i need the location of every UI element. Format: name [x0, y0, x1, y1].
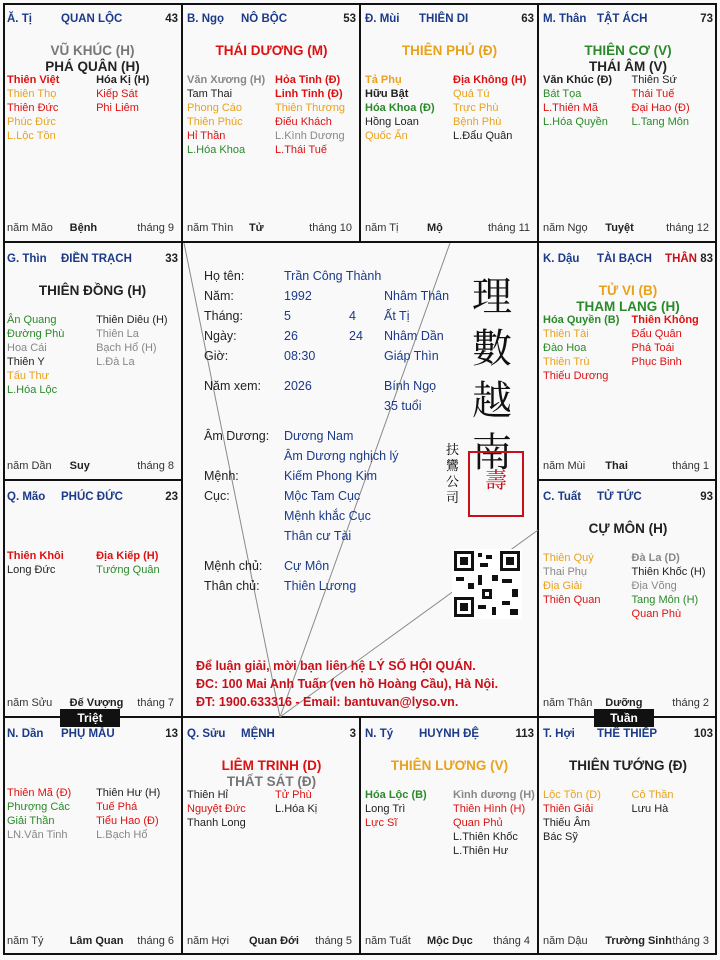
seal-calligraphy: 理 數 越 南: [472, 274, 512, 476]
info-label: Cục:: [204, 489, 230, 503]
minor-stars-right: [275, 788, 317, 816]
minor-star: Thiên Thọ: [7, 88, 57, 100]
life-phase: Mộc Dục: [426, 935, 473, 947]
minor-star: Tang Môn (H): [631, 594, 699, 606]
palace-branch: C. Tuất: [543, 491, 582, 503]
palace-ty[interactable]: [3, 3, 182, 242]
month-label: tháng 10: [309, 222, 352, 234]
minor-star: Điếu Khách: [275, 116, 332, 128]
minor-star: Địa Kiếp (H): [96, 550, 159, 562]
minor-stars-right: [453, 788, 535, 858]
decade-year: năm Thìn: [187, 222, 234, 234]
main-stars: [539, 521, 717, 537]
minor-star: Thiên La: [96, 328, 139, 340]
minor-stars-left: [187, 788, 246, 830]
decade-year: năm Thân: [543, 697, 593, 709]
minor-star: Thiếu Dương: [543, 370, 609, 382]
qr-code[interactable]: [452, 549, 522, 619]
info-value: 1992: [284, 289, 312, 303]
info-canchi: Bính Ngọ: [384, 379, 437, 393]
minor-star: L.Đẩu Quân: [453, 130, 513, 142]
info-canchi: Ất Tị: [384, 309, 410, 323]
life-phase: Lâm Quan: [69, 935, 124, 947]
palace-than[interactable]: [539, 3, 717, 242]
life-phase: Mộ: [426, 222, 443, 234]
main-stars: [539, 283, 717, 315]
minor-star: Quan Phù: [631, 608, 682, 620]
month-label: tháng 6: [137, 935, 174, 947]
minor-stars-left: [365, 788, 427, 830]
main-star: THÁI ÂM (V): [589, 59, 667, 74]
info-value: Thân cư Tài: [284, 529, 352, 543]
minor-star: Thiên Đức: [7, 102, 59, 114]
minor-star: Giải Thần: [7, 815, 55, 827]
minor-star: Long Đức: [7, 564, 56, 576]
main-star: THIÊN CƠ (V): [584, 43, 672, 58]
palace-name: HUYNH ĐỆ: [419, 728, 480, 740]
palace-name: ĐIỀN TRẠCH: [61, 253, 132, 265]
minor-star: L.Hóa Quyền: [543, 116, 608, 128]
main-stars: [361, 758, 538, 774]
palace-number: 53: [343, 13, 356, 25]
minor-star: Quốc Ấn: [365, 130, 408, 142]
info-label: Tháng:: [204, 309, 243, 323]
minor-star: Thiên Khôi: [7, 550, 64, 562]
palace-dan[interactable]: [3, 718, 182, 955]
minor-stars-right: [275, 73, 345, 157]
info-canchi: 35 tuổi: [384, 399, 422, 413]
minor-stars-left: [543, 551, 600, 607]
minor-star: Tả Phụ: [365, 74, 402, 86]
month-label: tháng 3: [672, 935, 709, 947]
palace-number: 113: [515, 728, 534, 740]
main-star: THIÊN PHỦ (Đ): [401, 43, 498, 58]
minor-stars-left: [7, 313, 64, 397]
minor-star: Địa Giải: [543, 580, 583, 592]
palace-name: PHỤ MẪU: [61, 728, 115, 740]
minor-star: Tam Thai: [187, 88, 233, 100]
palace-number: 23: [165, 491, 178, 503]
minor-star: Thiên Thương: [275, 102, 346, 114]
minor-stars-left: [543, 313, 619, 383]
palace-branch: N. Tý: [365, 728, 394, 740]
minor-stars-right: [632, 313, 699, 369]
decade-year: năm Hợi: [187, 935, 230, 947]
minor-star: Thiên Hư (H): [96, 787, 161, 799]
decade-year: năm Mão: [7, 222, 53, 234]
palace-ty2[interactable]: [361, 718, 538, 955]
palace-name: MỆNH: [241, 728, 275, 740]
info-value: Mệnh khắc Cục: [284, 509, 371, 523]
palace-number: 103: [693, 728, 713, 740]
decade-year: năm Mùi: [543, 460, 586, 472]
main-star: CỰ MÔN (H): [588, 521, 668, 536]
info-label: Âm Dương:: [204, 429, 270, 443]
minor-star: Văn Xương (H): [187, 74, 266, 86]
minor-star: LN.Văn Tinh: [7, 829, 68, 841]
minor-star: Bác Sỹ: [543, 831, 578, 843]
minor-stars-right: [632, 551, 706, 621]
life-phase: Tuyệt: [605, 222, 634, 234]
palace-thin[interactable]: [3, 243, 182, 480]
life-phase: Thai: [605, 460, 628, 472]
than-marker: THÂN: [665, 253, 697, 265]
minor-star: L.Hóa Lộc: [7, 384, 58, 396]
minor-star: Quả Tú: [453, 88, 490, 100]
minor-star: L.Kình Dương: [275, 130, 345, 142]
minor-star: Cô Thần: [631, 789, 674, 801]
info-value: Dương Nam: [284, 429, 354, 443]
month-label: tháng 5: [315, 935, 352, 947]
palace-branch: Q. Mão: [7, 491, 46, 503]
life-phase: Tử: [248, 222, 264, 234]
minor-star: Linh Tinh (Đ): [275, 88, 343, 100]
minor-star: Nguyệt Đức: [187, 803, 246, 815]
palace-number: 93: [700, 491, 713, 503]
info-label: Năm xem:: [204, 379, 261, 393]
minor-star: Lưu Hà: [631, 803, 669, 815]
palace-name: QUAN LỘC: [61, 13, 123, 25]
info-value: Mộc Tam Cục: [284, 489, 361, 503]
palace-tuat[interactable]: [539, 481, 717, 717]
palace-branch: Ă. Tị: [7, 13, 32, 25]
minor-star: Phong Cáo: [187, 102, 243, 114]
main-star: THÁI DƯƠNG (M): [215, 43, 328, 58]
minor-star: L.Thiên Khốc: [453, 831, 518, 843]
palace-number: 33: [165, 253, 178, 265]
life-phase: Bệnh: [69, 222, 98, 234]
minor-star: L.Đà La: [96, 356, 135, 368]
minor-star: Thiên Quý: [543, 552, 594, 564]
contact-address: ĐC: 100 Mai Anh Tuấn (ven hồ Hoàng Cầu), Hà Nội.: [196, 677, 499, 691]
minor-stars-left: [7, 549, 64, 577]
red-stamp: 壽: [468, 451, 524, 517]
minor-star: Hoa Cái: [7, 342, 47, 354]
minor-star: Thiên Việt: [7, 74, 60, 86]
palace-name: TẬT ÁCH: [597, 13, 648, 25]
minor-star: Ân Quang: [7, 314, 57, 326]
palace-dau[interactable]: [539, 243, 717, 480]
minor-star: Bạch Hổ (H): [96, 342, 157, 354]
info-label: Năm:: [204, 289, 234, 303]
palace-ngo[interactable]: [183, 3, 360, 242]
minor-stars-right: [96, 549, 160, 577]
info-value: 08:30: [284, 349, 316, 363]
palace-branch: K. Dậu: [543, 253, 580, 265]
minor-star: Thai Phụ: [543, 566, 588, 578]
minor-star: Bát Tọa: [543, 88, 582, 100]
minor-stars-left: [543, 788, 601, 844]
palace-branch: G. Thìn: [7, 253, 47, 265]
life-phase: Quan Đới: [248, 935, 299, 947]
palace-suu[interactable]: [183, 718, 360, 955]
main-star: THIÊN LƯƠNG (V): [390, 758, 509, 773]
decade-year: năm Ngọ: [543, 222, 588, 234]
minor-star: Phi Liêm: [96, 102, 139, 114]
main-stars: [3, 43, 182, 75]
decade-year: năm Tý: [7, 935, 44, 947]
info-canchi: Nhâm Dần: [384, 329, 444, 343]
life-phase: Suy: [69, 460, 90, 472]
life-phase: Trường Sinh: [605, 935, 672, 947]
minor-star: Thái Tuế: [631, 88, 675, 100]
month-label: tháng 1: [672, 460, 709, 472]
minor-star: Kiếp Sát: [96, 88, 138, 100]
main-star: THẤT SÁT (Đ): [226, 774, 317, 789]
minor-star: Hữu Bật: [365, 88, 409, 100]
main-stars: [3, 283, 182, 299]
minor-star: Thiên Mã (Đ): [7, 787, 72, 799]
main-stars: [539, 43, 717, 75]
minor-star: Phá Toái: [631, 342, 675, 354]
info-canchi: Giáp Thìn: [384, 349, 439, 363]
month-label: tháng 8: [137, 460, 174, 472]
info-value: 2026: [284, 379, 312, 393]
main-star: PHÁ QUÂN (H): [45, 59, 140, 74]
palace-name: THIÊN DI: [419, 13, 469, 25]
info-label: Mệnh chủ:: [204, 559, 263, 573]
info-value: Thiên Lương: [284, 579, 357, 593]
decade-year: năm Tuất: [365, 935, 411, 947]
palace-name: TỬ TỨC: [597, 491, 642, 503]
main-stars: [539, 758, 717, 774]
month-label: tháng 4: [493, 935, 530, 947]
minor-star: Thiên Giải: [543, 803, 594, 815]
minor-star: Tử Phù: [275, 789, 312, 801]
minor-star: Kình dương (H): [453, 789, 535, 801]
minor-star: Tuế Phá: [96, 801, 138, 813]
minor-stars-left: [7, 786, 71, 842]
minor-star: Tướng Quân: [96, 564, 160, 576]
tuan-marker: Tuần: [594, 709, 654, 727]
palace-mao[interactable]: [3, 481, 182, 717]
minor-star: L.Thiên Mã: [543, 102, 599, 114]
contact-line-1: Để luận giải, mời bạn liên hệ LÝ SỐ HỘI QUÁN.: [196, 659, 476, 673]
month-label: tháng 7: [137, 697, 174, 709]
palace-branch: B. Ngọ: [187, 13, 225, 25]
minor-star: Phục Binh: [631, 356, 682, 368]
palace-number: 13: [165, 728, 178, 740]
minor-star: Phúc Đức: [7, 116, 56, 128]
minor-stars-right: [96, 73, 149, 115]
info-value: 26: [284, 329, 298, 343]
palace-branch: Đ. Mùi: [365, 13, 400, 25]
minor-star: Hỉ Thần: [187, 130, 226, 142]
minor-star: Hóa Khoa (Đ): [365, 102, 435, 114]
minor-star: Thiên Quan: [543, 594, 601, 606]
palace-number: 63: [521, 13, 534, 25]
minor-star: Hóa Lộc (B): [365, 789, 427, 801]
minor-star: L.Hóa Khoa: [187, 144, 246, 156]
minor-star: Hóa Kị (H): [96, 74, 150, 86]
palace-name: NÔ BỘC: [241, 13, 287, 25]
minor-star: Tấu Thư: [7, 370, 50, 382]
minor-star: L.Tang Môn: [631, 116, 690, 128]
seal-small-text: 扶 鸞 公 司: [446, 443, 460, 506]
minor-star: Thiên Hỉ: [187, 789, 228, 801]
decade-year: năm Tị: [365, 222, 399, 234]
main-star: THIÊN TƯỚNG (Đ): [569, 758, 687, 773]
minor-stars-right: [96, 786, 160, 842]
minor-star: Thiên Diêu (H): [96, 314, 168, 326]
main-star: THIÊN ĐỒNG (H): [38, 283, 147, 298]
palace-hoi[interactable]: [539, 718, 717, 955]
main-star: VŨ KHÚC (H): [50, 43, 135, 58]
info-label: Mệnh:: [204, 469, 239, 483]
minor-star: Phượng Các: [7, 801, 70, 813]
minor-star: L.Lộc Tồn: [7, 130, 56, 142]
month-label: tháng 11: [487, 222, 530, 234]
minor-star: Đại Hao (Đ): [631, 102, 690, 114]
palace-branch: Q. Sửu: [187, 728, 226, 740]
palace-branch: T. Hợi: [543, 728, 575, 740]
minor-star: Địa Võng: [631, 580, 677, 592]
palace-mui[interactable]: [361, 3, 538, 242]
minor-stars-left: [543, 73, 612, 129]
minor-star: Thiên Sứ: [631, 74, 677, 86]
minor-star: Địa Không (H): [453, 74, 527, 86]
info-lunar-value: 4: [349, 309, 356, 323]
minor-star: Hồng Loan: [365, 116, 419, 128]
minor-stars-left: [7, 73, 59, 143]
month-label: tháng 2: [672, 697, 709, 709]
minor-star: Đẩu Quân: [631, 328, 682, 340]
minor-star: Đường Phù: [7, 328, 65, 340]
minor-star: Quan Phủ: [453, 817, 503, 829]
info-value: Kiếm Phong Kim: [284, 469, 378, 483]
minor-star: Hóa Quyền (B): [543, 314, 620, 326]
minor-star: L.Thiên Hư: [453, 845, 509, 857]
main-star: LIÊM TRINH (D): [221, 758, 322, 773]
minor-star: Bệnh Phù: [453, 116, 502, 128]
month-label: tháng 9: [137, 222, 174, 234]
info-value: Cự Môn: [284, 559, 330, 573]
palace-branch: N. Dần: [7, 728, 44, 740]
minor-star: Lộc Tồn (D): [543, 789, 601, 801]
info-canchi: Nhâm Thân: [384, 289, 450, 303]
minor-star: Thiên Trù: [543, 356, 590, 368]
minor-star: Đà La (D): [631, 552, 680, 564]
center-info-panel: [184, 243, 538, 717]
decade-year: năm Dậu: [543, 935, 588, 947]
minor-star: Thiên Không: [631, 314, 699, 326]
minor-star: Tiểu Hao (Đ): [96, 815, 159, 827]
info-value: Âm Dương nghịch lý: [284, 449, 399, 463]
minor-star: Văn Khúc (Đ): [543, 74, 613, 86]
minor-star: Thiên Tài: [543, 328, 589, 340]
minor-stars-right: [96, 313, 168, 369]
minor-star: Long Trì: [365, 803, 406, 815]
minor-star: Thiếu Âm: [543, 817, 591, 829]
minor-star: Thanh Long: [187, 817, 246, 829]
info-label: Thân chủ:: [204, 579, 260, 593]
minor-star: Lực Sĩ: [365, 817, 398, 829]
minor-star: Thiên Y: [7, 356, 45, 368]
palace-number: 83: [700, 253, 713, 265]
minor-star: Thiên Khốc (H): [631, 566, 706, 578]
info-value: 5: [284, 309, 291, 323]
info-label: Ngày:: [204, 329, 237, 343]
month-label: tháng 12: [666, 222, 709, 234]
contact-phone-email[interactable]: ĐT: 1900.633316 - Email: bantuvan@lyso.vn.: [196, 695, 459, 709]
minor-star: Thiên Hình (H): [453, 803, 526, 815]
info-value: Trần Công Thành: [284, 269, 382, 283]
minor-star: Hỏa Tinh (Đ): [275, 74, 341, 86]
info-label: Giờ:: [204, 349, 229, 363]
minor-stars-right: [453, 73, 526, 143]
minor-stars-right: [632, 788, 674, 816]
minor-star: Thiên Phúc: [187, 116, 243, 128]
main-stars: [183, 758, 360, 790]
minor-star: L.Hóa Kị: [275, 803, 318, 815]
main-stars: [183, 43, 360, 59]
life-phase: Đế Vượng: [69, 697, 124, 709]
minor-stars-right: [632, 73, 690, 129]
decade-year: năm Dần: [7, 460, 52, 472]
main-stars: [361, 43, 538, 59]
info-lunar-value: 24: [349, 329, 363, 343]
minor-star: L.Thái Tuế: [275, 144, 328, 156]
minor-star: L.Bạch Hổ: [96, 829, 148, 841]
palace-branch: M. Thân: [543, 13, 587, 25]
decade-year: năm Sửu: [7, 697, 53, 709]
palace-name: THÊ THIẾP: [597, 728, 658, 740]
minor-star: Trực Phù: [453, 102, 499, 114]
triet-marker: Triệt: [60, 709, 120, 727]
minor-star: Đào Hoa: [543, 342, 587, 354]
palace-name: PHÚC ĐỨC: [61, 491, 123, 503]
palace-number: 73: [700, 13, 713, 25]
main-star: THAM LANG (H): [576, 299, 680, 314]
minor-stars-left: [365, 73, 435, 143]
palace-number: 3: [349, 728, 356, 740]
life-phase: Dưỡng: [605, 697, 643, 709]
info-label: Họ tên:: [204, 269, 245, 283]
palace-number: 43: [165, 13, 178, 25]
palace-name: TÀI BẠCH: [597, 253, 652, 265]
minor-stars-left: [187, 73, 265, 157]
main-star: TỬ VI (B): [598, 283, 658, 298]
